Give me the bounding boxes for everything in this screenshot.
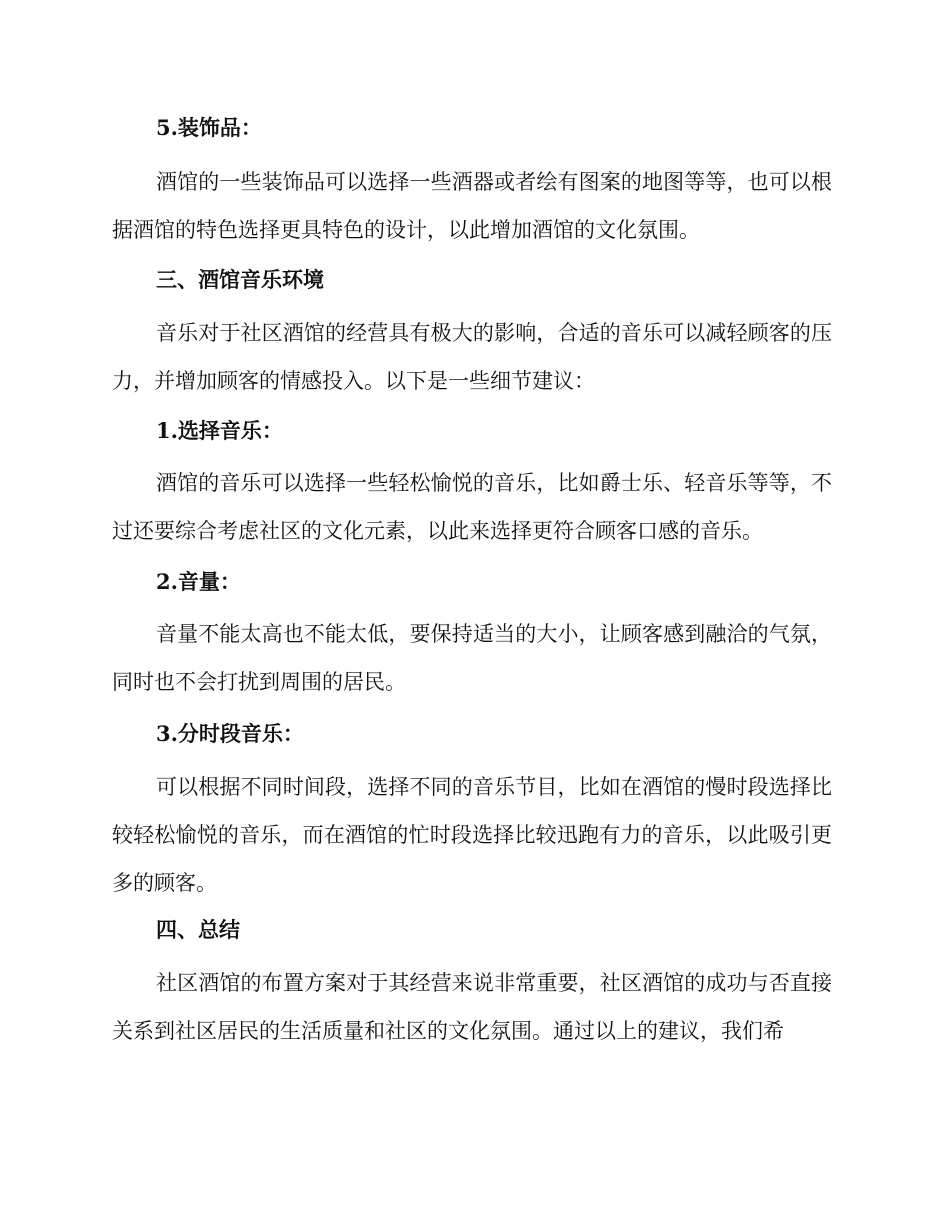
paragraph-choose-music: 酒馆的音乐可以选择一些轻松愉悦的音乐，比如爵士乐、轻音乐等等，不过还要综合考虑社区的文化元素，以此来选择更符合顾客口感的音乐。	[112, 471, 832, 543]
paragraph-summary: 社区酒馆的布置方案对于其经营来说非常重要，社区酒馆的成功与否直接关系到社区居民的生活质量和社区的文化氛围。通过以上的建议，我们希	[112, 971, 832, 1043]
section-heading-decorations: 5.装饰品：	[156, 115, 262, 140]
section-heading-summary: 四、总结	[156, 917, 240, 942]
paragraph-volume: 音量不能太高也不能太低，要保持适当的大小，让顾客感到融洽的气氛，同时也不会打扰到周围的居民。	[112, 622, 832, 694]
section-heading-music-environment: 三、酒馆音乐环境	[156, 267, 324, 292]
paragraph-decorations: 酒馆的一些装饰品可以选择一些酒器或者绘有图案的地图等等，也可以根据酒馆的特色选择更具特色的设计，以此增加酒馆的文化氛围。	[112, 170, 832, 242]
section-heading-choose-music: 1.选择音乐：	[156, 418, 283, 443]
paragraph-time-slot-music: 可以根据不同时间段，选择不同的音乐节目，比如在酒馆的慢时段选择比较轻松愉悦的音乐，而在酒馆的忙时段选择比较迅跑有力的音乐，以此吸引更多的顾客。	[112, 775, 832, 895]
paragraph-music-environment: 音乐对于社区酒馆的经营具有极大的影响，合适的音乐可以减轻顾客的压力，并增加顾客的情感投入。以下是一些细节建议：	[112, 321, 832, 393]
section-heading-volume: 2.音量：	[156, 569, 241, 594]
section-heading-time-slot-music: 3.分时段音乐：	[156, 721, 304, 746]
